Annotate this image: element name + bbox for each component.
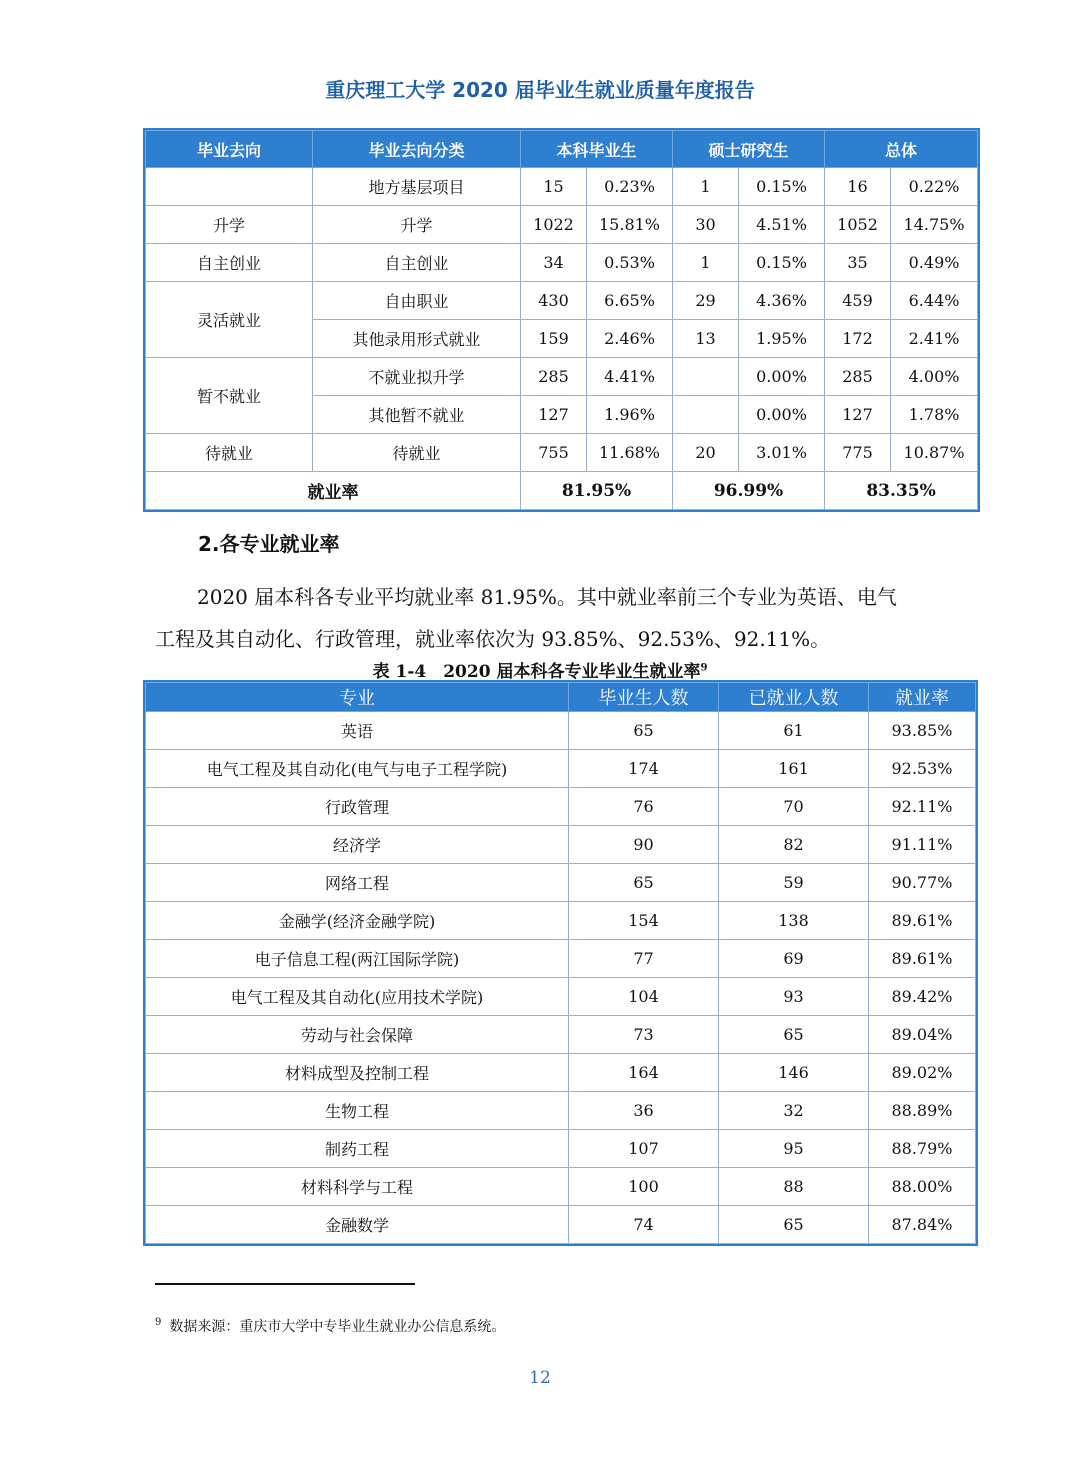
caption-footnote-ref: 9 [700,662,708,674]
graduates-cell: 65 [569,864,719,902]
table-row [146,864,976,902]
total-count: 172 [825,320,891,358]
master-count: 13 [673,320,739,358]
table-caption [0,657,1080,682]
rate-total: 83.35% [825,472,978,510]
master-pct: 0.00% [739,396,825,434]
bachelor-pct: 2.46% [587,320,673,358]
total-count: 35 [825,244,891,282]
category-cell: 其他暂不就业 [313,396,521,434]
master-count [673,358,739,396]
employed-cell: 161 [719,750,869,788]
rate-cell: 88.00% [869,1168,976,1206]
table-row [146,168,978,206]
employed-cell: 65 [719,1206,869,1244]
footnote-number: 9 [155,1317,162,1329]
major-cell: 网络工程 [146,864,569,902]
bachelor-count: 15 [521,168,587,206]
total-pct: 4.00% [891,358,978,396]
bachelor-pct: 0.23% [587,168,673,206]
bachelor-pct: 6.65% [587,282,673,320]
master-pct: 1.95% [739,320,825,358]
footnote-divider [155,1283,415,1285]
master-pct: 4.51% [739,206,825,244]
total-count: 1052 [825,206,891,244]
table-row [146,902,976,940]
employed-cell: 93 [719,978,869,1016]
table-row [146,434,978,472]
graduates-cell: 100 [569,1168,719,1206]
th-category: 毕业去向分类 [313,131,521,168]
graduates-cell: 76 [569,788,719,826]
table-row [146,978,976,1016]
total-count: 459 [825,282,891,320]
destination-table [145,130,978,510]
table-row [146,1168,976,1206]
paragraph-line-2: 工程及其自动化、行政管理，就业率依次为 93.85%、92.53%、92.11%。 [155,627,831,651]
master-pct: 0.00% [739,358,825,396]
employed-cell: 59 [719,864,869,902]
major-cell: 行政管理 [146,788,569,826]
th-master: 硕士研究生 [673,131,825,168]
total-pct: 6.44% [891,282,978,320]
caption-text: 表 1-4 2020 届本科各专业毕业生就业率 [372,662,701,682]
category-cell: 自主创业 [313,244,521,282]
major-cell: 制药工程 [146,1130,569,1168]
bachelor-count: 285 [521,358,587,396]
bachelor-pct: 15.81% [587,206,673,244]
employed-cell: 70 [719,788,869,826]
table1-header-row [146,131,978,168]
total-count: 775 [825,434,891,472]
group-cell: 暂不就业 [146,358,313,434]
major-cell: 英语 [146,712,569,750]
total-pct: 2.41% [891,320,978,358]
graduates-cell: 164 [569,1054,719,1092]
rate-label: 就业率 [146,472,521,510]
rate-bachelor: 81.95% [521,472,673,510]
category-cell: 地方基层项目 [313,168,521,206]
table-row [146,712,976,750]
total-pct: 14.75% [891,206,978,244]
major-cell: 电子信息工程(两江国际学院) [146,940,569,978]
rate-cell: 88.89% [869,1092,976,1130]
major-cell: 生物工程 [146,1092,569,1130]
bachelor-pct: 0.53% [587,244,673,282]
rate-cell: 90.77% [869,864,976,902]
graduates-cell: 104 [569,978,719,1016]
master-count: 20 [673,434,739,472]
rate-cell: 89.61% [869,940,976,978]
total-count: 16 [825,168,891,206]
employed-cell: 65 [719,1016,869,1054]
table-row [146,750,976,788]
employed-cell: 146 [719,1054,869,1092]
master-pct: 0.15% [739,244,825,282]
table2-body [146,712,976,1244]
master-pct: 0.15% [739,168,825,206]
bachelor-count: 430 [521,282,587,320]
graduates-cell: 36 [569,1092,719,1130]
graduates-cell: 90 [569,826,719,864]
employment-rate-row [146,472,978,510]
rate-cell: 92.53% [869,750,976,788]
major-cell: 电气工程及其自动化(电气与电子工程学院) [146,750,569,788]
major-cell: 金融学(经济金融学院) [146,902,569,940]
major-cell: 电气工程及其自动化(应用技术学院) [146,978,569,1016]
table-row [146,1054,976,1092]
graduates-cell: 77 [569,940,719,978]
section-title: 2.各专业就业率 [198,532,340,556]
table-row [146,206,978,244]
bachelor-count: 1022 [521,206,587,244]
category-cell: 待就业 [313,434,521,472]
major-cell: 金融数学 [146,1206,569,1244]
table-row [146,1092,976,1130]
major-cell: 材料成型及控制工程 [146,1054,569,1092]
bachelor-count: 127 [521,396,587,434]
master-count: 30 [673,206,739,244]
master-count: 29 [673,282,739,320]
paragraph-line-1: 2020 届本科各专业平均就业率 81.95%。其中就业率前三个专业为英语、电气 [197,585,897,609]
table-row [146,282,978,320]
group-cell: 升学 [146,206,313,244]
master-count [673,396,739,434]
total-pct: 0.22% [891,168,978,206]
employed-cell: 69 [719,940,869,978]
footnote [155,1316,505,1336]
employed-cell: 61 [719,712,869,750]
master-pct: 3.01% [739,434,825,472]
graduates-cell: 73 [569,1016,719,1054]
th-graduates: 毕业生人数 [569,683,719,712]
bachelor-count: 34 [521,244,587,282]
graduates-cell: 174 [569,750,719,788]
group-cell: 灵活就业 [146,282,313,358]
rate-cell: 88.79% [869,1130,976,1168]
master-count: 1 [673,244,739,282]
total-pct: 10.87% [891,434,978,472]
total-pct: 0.49% [891,244,978,282]
category-cell: 其他录用形式就业 [313,320,521,358]
th-employed: 已就业人数 [719,683,869,712]
page-number: 12 [529,1368,551,1388]
rate-cell: 89.04% [869,1016,976,1054]
th-rate: 就业率 [869,683,976,712]
employed-cell: 138 [719,902,869,940]
graduates-cell: 107 [569,1130,719,1168]
table-row [146,788,976,826]
graduates-cell: 65 [569,712,719,750]
category-cell: 不就业拟升学 [313,358,521,396]
employed-cell: 95 [719,1130,869,1168]
group-cell [146,168,313,206]
employed-cell: 32 [719,1092,869,1130]
report-header: 重庆理工大学 2020 届毕业生就业质量年度报告 [325,78,755,102]
rate-cell: 89.61% [869,902,976,940]
bachelor-pct: 1.96% [587,396,673,434]
group-cell: 自主创业 [146,244,313,282]
rate-cell: 89.02% [869,1054,976,1092]
table-row [146,826,976,864]
category-cell: 升学 [313,206,521,244]
employed-cell: 82 [719,826,869,864]
group-cell: 待就业 [146,434,313,472]
table-row [146,1016,976,1054]
rate-cell: 89.42% [869,978,976,1016]
rate-cell: 91.11% [869,826,976,864]
bachelor-pct: 4.41% [587,358,673,396]
rate-cell: 87.84% [869,1206,976,1244]
major-cell: 劳动与社会保障 [146,1016,569,1054]
bachelor-count: 755 [521,434,587,472]
table-row [146,244,978,282]
table-row [146,358,978,396]
body-paragraph [155,576,955,660]
th-bachelor: 本科毕业生 [521,131,673,168]
major-cell: 经济学 [146,826,569,864]
table-row [146,1130,976,1168]
th-major: 专业 [146,683,569,712]
total-count: 127 [825,396,891,434]
footnote-text: 数据来源：重庆市大学中专毕业生就业办公信息系统。 [169,1319,506,1335]
category-cell: 自由职业 [313,282,521,320]
th-total: 总体 [825,131,978,168]
graduates-cell: 154 [569,902,719,940]
master-pct: 4.36% [739,282,825,320]
th-destination: 毕业去向 [146,131,313,168]
rate-cell: 92.11% [869,788,976,826]
master-count: 1 [673,168,739,206]
total-count: 285 [825,358,891,396]
table-row [146,1206,976,1244]
table-row [146,940,976,978]
table2-header-row [146,683,976,712]
major-rate-table [145,682,976,1244]
bachelor-pct: 11.68% [587,434,673,472]
employed-cell: 88 [719,1168,869,1206]
total-pct: 1.78% [891,396,978,434]
bachelor-count: 159 [521,320,587,358]
major-cell: 材料科学与工程 [146,1168,569,1206]
rate-cell: 93.85% [869,712,976,750]
graduates-cell: 74 [569,1206,719,1244]
rate-master: 96.99% [673,472,825,510]
